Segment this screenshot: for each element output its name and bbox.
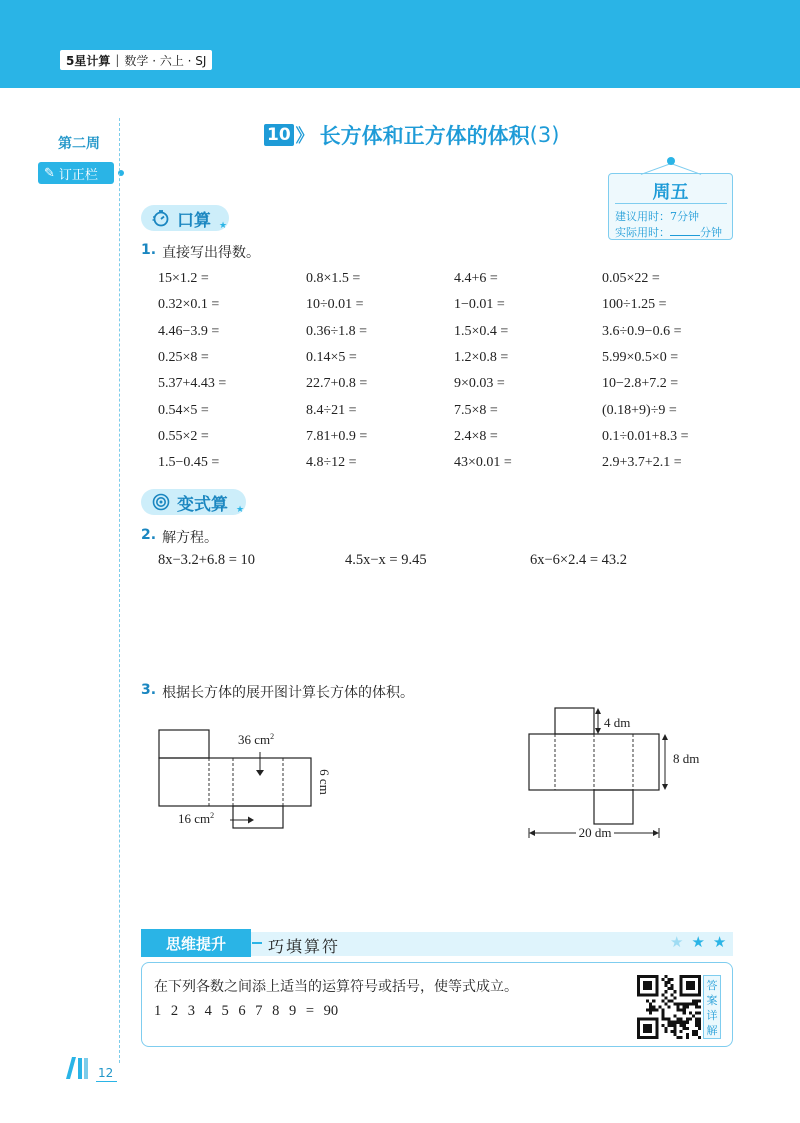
question-text: 根据长方体的展开图计算长方体的体积。 [162, 685, 415, 701]
suggested-time [615, 208, 699, 224]
arrowhead [653, 830, 659, 836]
number-sequence: 1 2 3 4 5 6 7 8 9 = 90 [154, 1003, 339, 1019]
answer-tab-char: 答 [706, 979, 718, 992]
answer-tab-char: 案 [706, 994, 718, 1007]
math-problem: 43×0.01 = [454, 455, 512, 471]
label-area-top: 36 $cm^2$ [238, 732, 275, 747]
math-problem: 0.36÷1.8 = [306, 323, 368, 339]
label-side-length: 6 cm [317, 769, 332, 795]
section-mental-math-header [141, 205, 227, 231]
page-number: 12 [96, 1066, 117, 1082]
day-card-divider [615, 203, 727, 204]
question-number: 2. [141, 527, 157, 543]
section-pill [141, 205, 229, 231]
math-problem: 10−2.8+7.2 = [602, 376, 679, 392]
math-problem: 4.8÷12 = [306, 455, 357, 471]
math-problem: 100÷1.25 = [602, 297, 667, 313]
math-problem: 4.46−3.9 = [158, 323, 220, 339]
mental-math-grid [158, 266, 748, 476]
cuboid-net-figure-1 [150, 722, 350, 834]
question-number: 1. [141, 242, 157, 258]
question-1-title [141, 242, 260, 262]
star-icon: ★ [236, 503, 245, 514]
math-problem: 22.7+0.8 = [306, 376, 368, 392]
math-problem: 0.55×2 = [158, 428, 209, 444]
math-problem: 0.14×5 = [306, 350, 357, 366]
net-bottom-face [594, 790, 633, 824]
tag-separator: | [115, 53, 120, 67]
label-height: 4 dm [604, 715, 631, 730]
answer-tab-char: 解 [706, 1024, 718, 1037]
question-2-title [141, 527, 218, 547]
thinking-tag: 思维提升 [141, 929, 251, 957]
math-problem: 10÷0.01 = [306, 297, 364, 313]
stopwatch-icon [151, 208, 171, 228]
pin-icon [667, 157, 675, 165]
equation-3: 6x−6×2.4 = 43.2 [530, 552, 628, 568]
qr-code-icon[interactable] [637, 975, 701, 1039]
arrowhead [662, 734, 668, 740]
math-problem: 5.99×0.5×0 = [602, 350, 679, 366]
math-problem: 7.5×8 = [454, 402, 498, 418]
math-problem: 2.4×8 = [454, 428, 498, 444]
math-problem: 1.5−0.45 = [158, 455, 220, 471]
math-problem: 1−0.01 = [454, 297, 505, 313]
arrowhead [595, 708, 601, 714]
arrowhead [595, 728, 601, 734]
answer-tab-char: 详 [706, 1009, 718, 1022]
math-problem: 0.54×5 = [158, 402, 209, 418]
math-problem: 5.37+4.43 = [158, 376, 227, 392]
net-top-face [555, 708, 594, 734]
label-length: 20 dm [578, 825, 612, 840]
actual-time [615, 224, 722, 240]
equations-row [0, 552, 800, 572]
lesson-title-text: 长方体和正方体的体积 [319, 124, 530, 148]
week-label: 第二周 [58, 136, 100, 152]
math-problem: 0.8×1.5 = [306, 271, 361, 287]
math-problem: 8.4÷21 = [306, 402, 357, 418]
math-problem: 1.5×0.4 = [454, 323, 509, 339]
star-icon: ★ [219, 219, 228, 230]
day-card [608, 173, 733, 240]
thinking-subtitle: 巧填算符 [268, 937, 341, 956]
suggested-time-value: 7分钟 [670, 210, 699, 223]
day-name: 周五 [652, 182, 689, 203]
math-problem: (0.18+9)÷9 = [602, 402, 677, 418]
correction-column-label [38, 162, 114, 184]
math-problem: 0.25×8 = [158, 350, 209, 366]
brand-name: 5星计算 [66, 53, 111, 68]
hanger-line [671, 163, 701, 175]
actual-time-unit: 分钟 [700, 226, 722, 239]
math-problem: 15×1.2 = [158, 271, 209, 287]
question-text: 直接写出得数。 [162, 245, 261, 261]
star-icon: ★ [691, 935, 705, 951]
label-area-bottom: 16 $cm^2$ [178, 811, 215, 826]
question-number: 3. [141, 682, 157, 698]
hanger-line [641, 163, 671, 175]
label-width: 8 dm [673, 751, 700, 766]
header-band [0, 0, 800, 88]
correction-text: 订正栏 [58, 167, 98, 183]
arrowhead [248, 817, 254, 824]
net-main-strip [159, 758, 311, 806]
answer-detail-tab[interactable] [703, 975, 721, 1039]
lesson-part: (3) [529, 123, 560, 147]
star-icon: ★ [712, 935, 727, 951]
correction-margin-line [119, 118, 120, 1063]
math-problem: 1.2×0.8 = [454, 350, 509, 366]
section-pill [141, 489, 246, 515]
thinking-dash [252, 942, 262, 944]
math-problem: 2.9+3.7+2.1 = [602, 455, 682, 471]
net-top-face [159, 730, 209, 758]
lesson-number: 10 [264, 124, 294, 146]
books-icon [64, 1055, 94, 1079]
series-tag [60, 50, 212, 70]
math-problem: 9×0.03 = [454, 376, 505, 392]
math-problem: 4.4+6 = [454, 271, 498, 287]
subject-label: 数学 · 六上 · SJ [124, 53, 207, 68]
math-problem: 0.32×0.1 = [158, 297, 220, 313]
thinking-instruction: 在下列各数之间添上适当的运算符号或括号，使等式成立。 [154, 979, 518, 995]
math-problem: 7.81+0.9 = [306, 428, 368, 444]
actual-time-label: 实际用时： [615, 226, 670, 239]
arrowhead [662, 784, 668, 790]
section-title: 变式算 [177, 494, 228, 515]
lesson-title [264, 120, 559, 150]
question-text: 解方程。 [162, 530, 219, 546]
difficulty-stars [670, 933, 726, 952]
arrowhead [529, 830, 535, 836]
math-problem: 0.05×22 = [602, 271, 660, 287]
math-problem: 3.6÷0.9−0.6 = [602, 323, 682, 339]
cuboid-net-figure-2 [522, 702, 722, 847]
section-variant-header [141, 489, 244, 515]
section-title: 口算 [177, 210, 211, 231]
actual-time-blank[interactable] [670, 235, 700, 236]
question-3-title [141, 682, 414, 702]
chevron-right-icon: 》 [295, 126, 314, 147]
star-icon: ★ [670, 935, 684, 951]
suggested-time-label: 建议用时： [615, 210, 670, 223]
net-bottom-face [233, 806, 283, 828]
arrowhead [256, 770, 264, 776]
math-problem: 0.1÷0.01+8.3 = [602, 428, 689, 444]
equation-1: 8x−3.2+6.8 = 10 [158, 552, 256, 568]
equation-2: 4.5x−x = 9.45 [345, 552, 427, 568]
target-icon [151, 492, 171, 512]
pencil-icon: ✎ [44, 165, 55, 181]
